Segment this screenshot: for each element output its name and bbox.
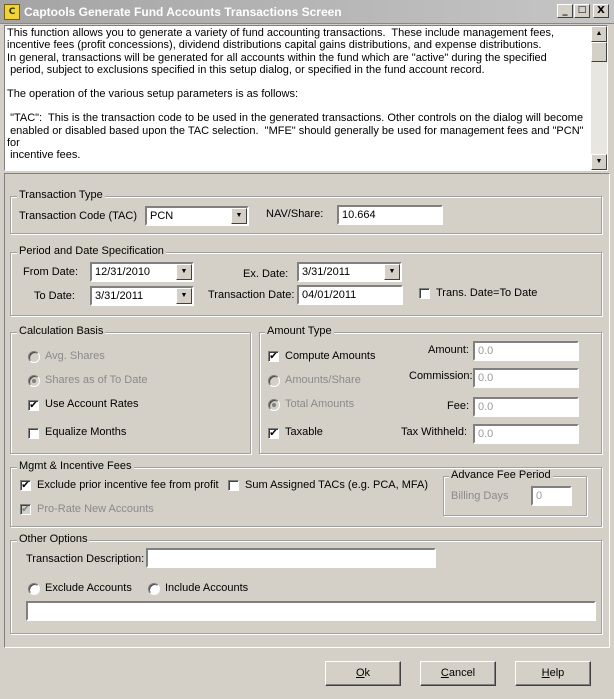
to-date-label: To Date:	[34, 290, 75, 302]
ok-label: k	[364, 667, 371, 679]
fee-input[interactable]: 0.0	[473, 397, 579, 417]
prorate-label: Pro-Rate New Accounts	[37, 503, 154, 515]
prorate-checkbox[interactable]: ✔	[21, 504, 30, 515]
accounts-list-input[interactable]	[26, 601, 596, 621]
trans-date-eq-checkbox[interactable]	[419, 288, 430, 299]
from-date-value: 12/31/2010	[95, 266, 151, 278]
cancel-label: ancel	[448, 667, 476, 679]
description-textarea[interactable]	[4, 25, 608, 171]
avg-shares-label: Avg. Shares	[45, 350, 105, 362]
sum-tacs-checkbox[interactable]	[228, 480, 239, 491]
shares-asof-label: Shares as of To Date	[45, 374, 148, 386]
radio-selected-dot	[272, 403, 276, 407]
scroll-down-icon[interactable]: ▼	[591, 154, 607, 170]
calculation-basis-legend: Calculation Basis	[19, 325, 104, 337]
use-account-rates-label: Use Account Rates	[45, 398, 139, 410]
exclude-accounts-label: Exclude Accounts	[45, 582, 132, 594]
shares-asof-radio[interactable]	[28, 375, 40, 387]
app-icon[interactable]: C	[4, 4, 20, 20]
mgmt-fees-legend: Mgmt & Incentive Fees	[19, 460, 132, 472]
transaction-code-label: Transaction Code (TAC)	[19, 210, 137, 222]
chevron-down-icon[interactable]: ▼	[176, 264, 192, 280]
title-bar[interactable]	[0, 0, 614, 24]
other-options-legend: Other Options	[19, 533, 88, 545]
description-paragraph: "TAC": This is the transaction code to be used in the generated transactions. Other controls on the dialog will become enabled or disabled based upon the TAC selection. "MFE" should generally be used for management fees and "PCN" for incentive fees.	[7, 112, 584, 162]
maximize-button[interactable]: □	[574, 4, 590, 18]
total-amounts-label: Total Amounts	[285, 398, 355, 410]
taxable-checkbox[interactable]: ✔	[269, 428, 278, 439]
chevron-down-icon[interactable]: ▼	[231, 208, 247, 224]
transaction-code-select[interactable]	[145, 206, 249, 226]
help-mnemonic: H	[541, 667, 550, 679]
transaction-description-label: Transaction Description:	[26, 553, 145, 565]
chevron-down-icon[interactable]: ▼	[176, 288, 192, 304]
tax-withheld-input[interactable]: 0.0	[473, 424, 579, 444]
advance-fee-legend: Advance Fee Period	[451, 469, 551, 481]
transaction-code-value: PCN	[150, 210, 174, 222]
nav-share-label: NAV/Share:	[266, 208, 324, 220]
description-paragraph: The operation of the various setup parameters is as follows:	[7, 88, 299, 101]
fee-label: Fee:	[447, 400, 470, 412]
commission-input[interactable]: 0.0	[473, 368, 579, 388]
window-title: Captools Generate Fund Accounts Transactions Screen	[24, 5, 342, 19]
ok-button[interactable]	[325, 661, 401, 686]
close-button[interactable]: X	[593, 4, 609, 18]
radio-selected-dot	[32, 379, 36, 383]
period-date-legend: Period and Date Specification	[19, 245, 164, 257]
scroll-up-icon[interactable]: ▲	[591, 26, 607, 42]
total-amounts-radio[interactable]	[268, 399, 280, 411]
avg-shares-radio[interactable]	[28, 351, 40, 363]
cancel-mnemonic: C	[440, 667, 449, 679]
include-accounts-label: Include Accounts	[165, 582, 249, 594]
ex-date-label: Ex. Date:	[243, 268, 289, 280]
ex-date-picker[interactable]	[297, 262, 402, 282]
ok-mnemonic: O	[355, 667, 365, 679]
help-button[interactable]	[515, 661, 591, 686]
amount-label: Amount:	[428, 344, 469, 356]
equalize-months-label: Equalize Months	[45, 426, 127, 438]
cancel-button[interactable]	[420, 661, 496, 686]
exclude-accounts-radio[interactable]	[28, 583, 40, 595]
description-text	[7, 27, 589, 162]
equalize-months-checkbox[interactable]	[28, 428, 39, 439]
transaction-description-input[interactable]	[146, 548, 436, 568]
billing-days-label: Billing Days	[451, 490, 509, 502]
exclude-prior-fee-label: Exclude prior incentive fee from profit	[37, 479, 219, 491]
transaction-date-label: Transaction Date:	[208, 289, 295, 301]
description-paragraph: This function allows you to generate a variety of fund accounting transactions. These include management fees, incentive fees (profit concessions), dividend distributions capital gains distributions, and expense distributions. In general, transactions will be generated for all accounts within the fund which are "active" during the specified period, subject to exclusions specified in this setup dialog, or specified in the fund account record.	[7, 27, 555, 76]
transaction-date-input[interactable]: 04/01/2011	[297, 285, 403, 305]
help-label: elp	[549, 667, 565, 679]
compute-amounts-checkbox[interactable]: ✔	[269, 351, 278, 362]
ex-date-value: 3/31/2011	[302, 266, 351, 278]
commission-label: Commission:	[409, 370, 473, 382]
tax-withheld-label: Tax Withheld:	[401, 426, 468, 438]
sum-tacs-label: Sum Assigned TACs (e.g. PCA, MFA)	[245, 479, 428, 491]
to-date-picker[interactable]	[90, 286, 194, 306]
transaction-type-legend: Transaction Type	[19, 189, 103, 201]
description-scrollbar[interactable]	[591, 26, 607, 170]
amounts-per-share-label: Amounts/Share	[285, 374, 361, 386]
use-account-rates-checkbox[interactable]: ✔	[29, 400, 38, 411]
exclude-prior-fee-checkbox[interactable]: ✔	[21, 480, 30, 491]
taxable-label: Taxable	[285, 426, 323, 438]
amount-type-legend: Amount Type	[267, 325, 332, 337]
minimize-button[interactable]: _	[557, 4, 573, 18]
from-date-picker[interactable]	[90, 262, 194, 282]
chevron-down-icon[interactable]: ▼	[384, 264, 400, 280]
to-date-value: 3/31/2011	[95, 290, 144, 302]
trans-date-eq-label: Trans. Date=To Date	[436, 287, 538, 299]
amount-input[interactable]: 0.0	[473, 341, 579, 361]
amounts-per-share-radio[interactable]	[268, 375, 280, 387]
billing-days-input[interactable]: 0	[531, 486, 572, 506]
compute-amounts-label: Compute Amounts	[285, 350, 376, 362]
nav-share-input[interactable]: 10.664	[337, 205, 443, 225]
from-date-label: From Date:	[23, 266, 79, 278]
include-accounts-radio[interactable]	[148, 583, 160, 595]
scroll-thumb[interactable]	[591, 42, 607, 62]
